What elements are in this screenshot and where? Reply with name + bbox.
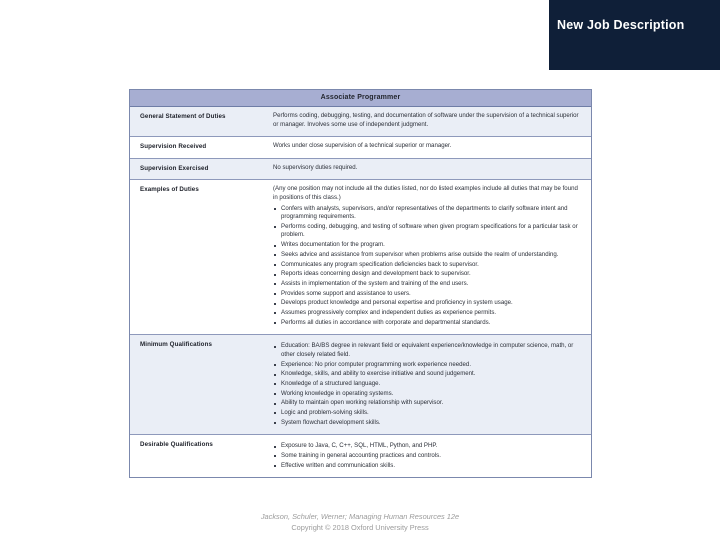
list-item: Develops product knowledge and personal expertise and proficiency in system usage. <box>273 299 581 308</box>
footer-citation <box>0 512 720 533</box>
job-description-table <box>129 89 592 478</box>
row-bullet-list <box>273 342 581 427</box>
list-item: Confers with analysts, supervisors, and/or representatives of the departments to clarify software intent and programming requirements. <box>273 205 581 222</box>
footer-line-source: Jackson, Schuler, Werner; Managing Human Resources 12e <box>260 512 460 521</box>
row-paragraph: No supervisory duties required. <box>273 163 358 171</box>
row-label: Minimum Qualifications <box>140 341 212 349</box>
table-body <box>130 107 591 477</box>
row-content <box>269 137 591 158</box>
table-row <box>130 137 591 159</box>
row-bullet-list <box>273 442 581 470</box>
list-item: Knowledge, skills, and ability to exercise initiative and sound judgement. <box>273 370 581 379</box>
list-item: Ability to maintain open working relationship with supervisor. <box>273 399 581 408</box>
footer-line-copyright: Copyright © 2018 Oxford University Press <box>291 522 429 532</box>
list-item: Working knowledge in operating systems. <box>273 390 581 399</box>
list-item: Education: BA/BS degree in relevant field or equivalent experience/knowledge in computer science, math, or other closely related field. <box>273 342 581 359</box>
row-content <box>269 180 591 334</box>
list-item: Writes documentation for the program. <box>273 241 581 250</box>
row-content <box>269 335 591 434</box>
table-row <box>130 180 591 335</box>
list-item: Experience: No prior computer programming work experience needed. <box>273 361 581 370</box>
list-item: Some training in general accounting practices and controls. <box>273 452 581 461</box>
list-item: Effective written and communication skills. <box>273 462 581 471</box>
list-item: Communicates any program specification deficiencies back to supervisor. <box>273 261 581 270</box>
table-row <box>130 159 591 181</box>
list-item: System flowchart development skills. <box>273 419 581 428</box>
row-content <box>269 159 591 180</box>
table-header-job-title: Associate Programmer <box>130 90 591 107</box>
row-paragraph: (Any one position may not include all the duties listed, nor do listed examples include all duties that may be found in positions of this class.) <box>273 185 578 201</box>
row-label: Desirable Qualifications <box>140 441 213 449</box>
list-item: Assists in implementation of the system and training of the end users. <box>273 280 581 289</box>
table-row <box>130 335 591 435</box>
list-item: Reports ideas concerning design and development back to supervisor. <box>273 270 581 279</box>
list-item: Assumes progressively complex and independent duties as experience permits. <box>273 309 581 318</box>
row-label: Examples of Duties <box>140 186 199 194</box>
row-bullet-list <box>273 205 581 328</box>
list-item: Performs coding, debugging, and testing of software when given program specifications for a particular task or problem. <box>273 223 581 240</box>
list-item: Seeks advice and assistance from supervisor when problems arise outside the realm of understanding. <box>273 251 581 260</box>
row-label: General Statement of Duties <box>140 113 226 120</box>
list-item: Logic and problem-solving skills. <box>273 409 581 418</box>
list-item: Performs all duties in accordance with corporate and departmental standards. <box>273 319 581 328</box>
table-row <box>130 107 591 137</box>
slide-title-bar <box>549 0 720 70</box>
table-row <box>130 435 591 477</box>
list-item: Knowledge of a structured language. <box>273 380 581 389</box>
list-item: Exposure to Java, C, C++, SQL, HTML, Python, and PHP. <box>273 442 581 451</box>
row-paragraph: Performs coding, debugging, testing, and documentation of software under the supervision of a technical superior or manager. Involves some use of independent judgment. <box>273 112 579 128</box>
row-label: Supervision Exercised <box>140 164 209 172</box>
page-title: New Job Description <box>557 18 685 32</box>
row-label: Supervision Received <box>140 143 207 151</box>
row-content <box>269 107 591 136</box>
row-paragraph: Works under close supervision of a technical superior or manager. <box>273 142 452 150</box>
row-content <box>269 435 591 477</box>
list-item: Provides some support and assistance to users. <box>273 290 581 299</box>
